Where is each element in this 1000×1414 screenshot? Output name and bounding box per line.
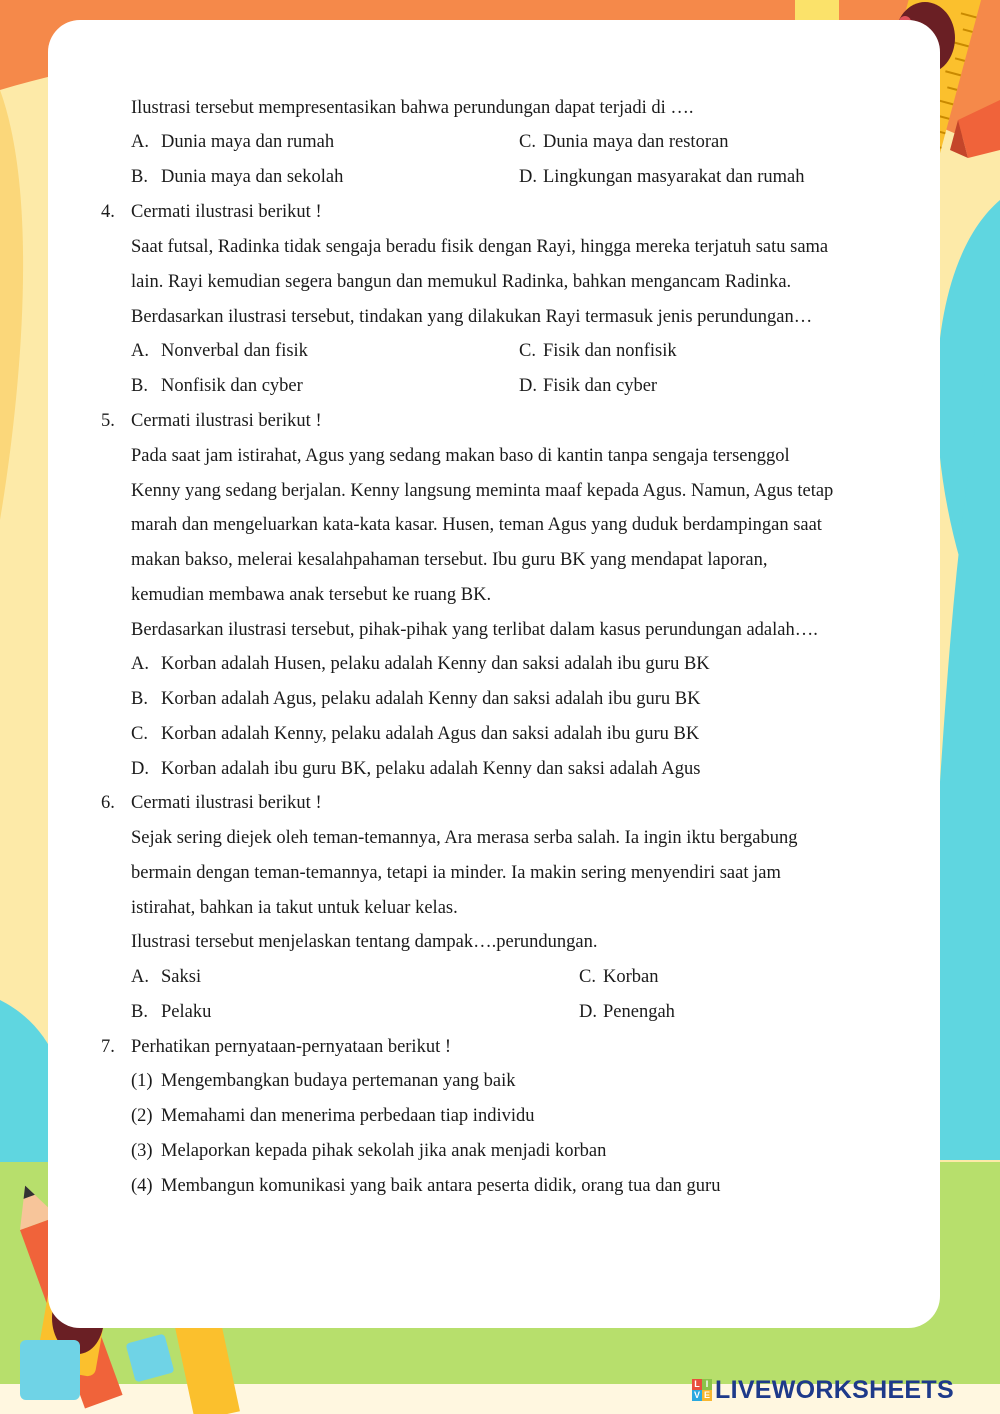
option-letter: C. (131, 724, 148, 744)
logo-letter-e: E (703, 1390, 710, 1400)
option-text: Lingkungan masyarakat dan rumah (543, 167, 805, 187)
option-text: Dunia maya dan rumah (161, 132, 335, 152)
option-text: Fisik dan nonfisik (543, 341, 677, 361)
option-text: Korban adalah Agus, pelaku adalah Kenny dan saksi adalah ibu guru BK (161, 689, 701, 709)
option-letter: A. (131, 341, 149, 361)
question-6-intro: Cermati ilustrasi berikut ! (131, 793, 322, 813)
liveworksheets-wordmark: LIVEWORKSHEETS (715, 1375, 954, 1404)
option-letter: B. (131, 1002, 148, 1022)
question-5-intro: Cermati ilustrasi berikut ! (131, 411, 322, 431)
option-letter: B. (131, 376, 148, 396)
statement-number: (1) (131, 1071, 153, 1091)
option-letter: B. (131, 167, 148, 187)
option-text: Korban adalah Husen, pelaku adalah Kenny dan saksi adalah ibu guru BK (161, 654, 710, 674)
question-5-story-line: kemudian membawa anak tersebut ke ruang BK. (131, 585, 492, 605)
option-letter: D. (131, 759, 149, 779)
option-text: Dunia maya dan restoran (543, 132, 729, 152)
option-text: Saksi (161, 967, 202, 987)
option-text: Pelaku (161, 1002, 212, 1022)
option-letter: C. (519, 341, 536, 361)
statement-number: (2) (131, 1106, 153, 1126)
question-4-prompt: Berdasarkan ilustrasi tersebut, tindakan yang dilakukan Rayi termasuk jenis perundungan… (131, 307, 813, 327)
statement-text: Memahami dan menerima perbedaan tiap individu (161, 1106, 535, 1126)
question-5-story-line: Pada saat jam istirahat, Agus yang sedang makan baso di kantin tanpa sengaja tersenggol (131, 446, 790, 466)
option-letter: D. (519, 376, 537, 396)
option-text: Korban (603, 967, 659, 987)
statement-text: Mengembangkan budaya pertemanan yang baik (161, 1071, 516, 1091)
question-6-prompt: Ilustrasi tersebut menjelaskan tentang dampak….perundungan. (131, 932, 598, 952)
question-7-intro: Perhatikan pernyataan-pernyataan berikut ! (131, 1037, 452, 1057)
question-4-story-line: Saat futsal, Radinka tidak sengaja beradu fisik dengan Rayi, hingga mereka terjatuh satu sama (131, 237, 829, 257)
question-number: 6. (101, 793, 115, 813)
logo-letter-i: I (702, 1379, 712, 1390)
option-text: Nonfisik dan cyber (161, 376, 303, 396)
question-6-story-line: bermain dengan teman-temannya, tetapi ia minder. Ia makin sering menyendiri saat jam (131, 863, 781, 883)
option-letter: D. (579, 1002, 597, 1022)
question-number: 7. (101, 1037, 115, 1057)
question-number: 5. (101, 411, 115, 431)
option-text: Nonverbal dan fisik (161, 341, 308, 361)
option-text: Dunia maya dan sekolah (161, 167, 344, 187)
option-text: Fisik dan cyber (543, 376, 658, 396)
question-3-prompt: Ilustrasi tersebut mempresentasikan bahwa perundungan dapat terjadi di …. (131, 98, 694, 118)
question-5-story-line: marah dan mengeluarkan kata-kata kasar. Husen, teman Agus yang duduk berdampingan saat (131, 515, 822, 535)
option-letter: C. (579, 967, 596, 987)
option-letter: A. (131, 654, 149, 674)
question-5-prompt: Berdasarkan ilustrasi tersebut, pihak-pihak yang terlibat dalam kasus perundungan adalah…. (131, 620, 818, 640)
statement-number: (4) (131, 1176, 153, 1196)
question-number: 4. (101, 202, 115, 222)
option-letter: C. (519, 132, 536, 152)
option-letter: A. (131, 132, 149, 152)
option-text: Penengah (603, 1002, 675, 1022)
question-5-story-line: makan bakso, melerai kesalahpahaman tersebut. Ibu guru BK yang mendapat laporan, (131, 550, 768, 570)
logo-letter-v: V (693, 1390, 700, 1400)
liveworksheets-brand[interactable] (692, 1374, 954, 1406)
question-4-intro: Cermati ilustrasi berikut ! (131, 202, 322, 222)
question-6-story-line: istirahat, bahkan ia takut untuk keluar kelas. (131, 898, 458, 918)
question-5-story-line: Kenny yang sedang berjalan. Kenny langsung meminta maaf kepada Agus. Namun, Agus tetap (131, 481, 834, 501)
question-4-story-line: lain. Rayi kemudian segera bangun dan memukul Radinka, bahkan mengancam Radinka. (131, 272, 792, 292)
option-text: Korban adalah Kenny, pelaku adalah Agus dan saksi adalah ibu guru BK (161, 724, 700, 744)
option-letter: D. (519, 167, 537, 187)
statement-text: Melaporkan kepada pihak sekolah jika anak menjadi korban (161, 1141, 607, 1161)
statement-number: (3) (131, 1141, 153, 1161)
logo-letter-l: L (692, 1379, 702, 1390)
question-6-story-line: Sejak sering diejek oleh teman-temannya, Ara merasa serba salah. Ia ingin iktu bergabung (131, 828, 798, 848)
option-text: Korban adalah ibu guru BK, pelaku adalah Kenny dan saksi adalah Agus (161, 759, 701, 779)
liveworksheets-logo-icon (692, 1379, 712, 1401)
option-letter: A. (131, 967, 149, 987)
statement-text: Membangun komunikasi yang baik antara peserta didik, orang tua dan guru (161, 1176, 721, 1196)
option-letter: B. (131, 689, 148, 709)
